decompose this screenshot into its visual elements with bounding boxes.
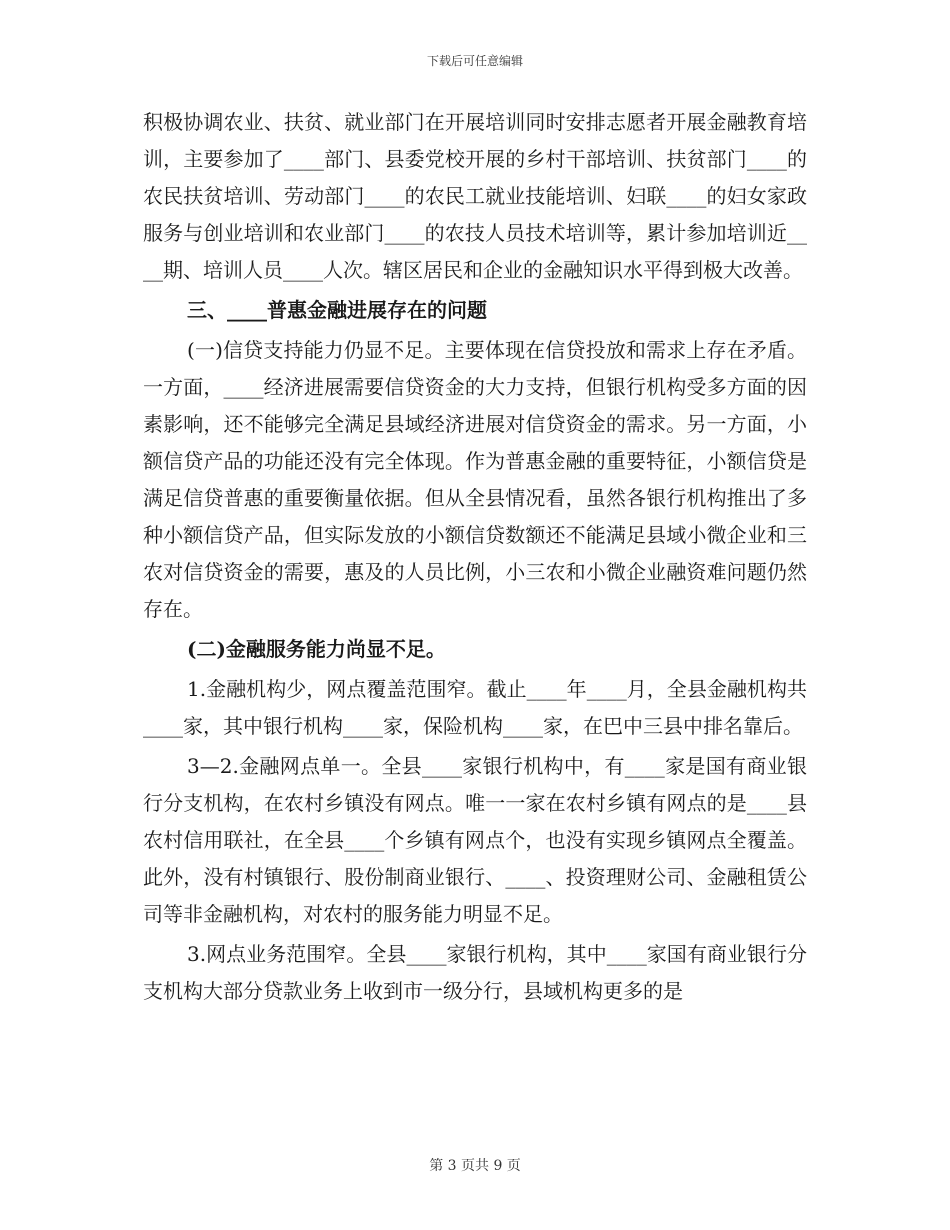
paragraph-training: 积极协调农业、扶贫、就业部门在开展培训同时安排志愿者开展金融教育培训，主要参加了____部门、县委党校开展的乡村干部培训、扶贫部门____的农民扶贫培训、劳动部门____的农民工就业技能培训、妇联____的妇女家政服务与创业培训和农业部门____的农技人员技术培训等，累计参加培训近____期、培训人员____人次。辖区居民和企业的金融知识水平得到极大改善。 — [143, 110, 807, 282]
paragraph-single-outlets: 3—2.金融网点单一。全县____家银行机构中，有____家是国有商业银行分支机构，在农村乡镇没有网点。唯一一家在农村乡镇有网点的是____县农村信用联社，在全县____个乡镇有网点个，也没有实现乡镇网点全覆盖。此外，没有村镇银行、股份制商业银行、____、投资理财公司、金融租赁公司等非金融机构，对农村的服务能力明显不足。 — [143, 754, 807, 926]
page-header: 下载后可任意编辑 — [426, 54, 523, 68]
section-heading-problems: 三、____普惠金融进展存在的问题 — [187, 298, 487, 322]
paragraph-few-institutions: 1.金融机构少，网点覆盖范围窄。截止____年____月，全县金融机构共____家，其中银行机构____家，保险机构____家，在巴中三县中排名靠后。 — [143, 677, 807, 738]
paragraph-credit-support: (一)信贷支持能力仍显不足。主要体现在信贷投放和需求上存在矛盾。一方面，____经济进展需要信贷资金的大力支持，但银行机构受多方面的因素影响，还不能够完全满足县域经济进展对信贷资金的需求。另一方面，小额信贷产品的功能还没有完全体现。作为普惠金融的重要特征，小额信贷是满足信贷普惠的重要衡量依据。但从全县情况看，虽然各银行机构推出了多种小额信贷产品，但实际发放的小额信贷数额还不能满足县域小微企业和三农对信贷资金的需要，惠及的人员比例，小三农和小微企业融资难问题仍然存在。 — [143, 338, 807, 621]
subheading-financial-service: (二)金融服务能力尚显不足。 — [187, 637, 446, 661]
page-number: 第 3 页共 9 页 — [429, 1158, 521, 1174]
paragraph-narrow-business: 3.网点业务范围窄。全县____家银行机构，其中____家国有商业银行分支机构大部分贷款业务上收到市一级分行，县域机构更多的是 — [143, 942, 807, 1003]
document-body — [143, 104, 807, 1013]
